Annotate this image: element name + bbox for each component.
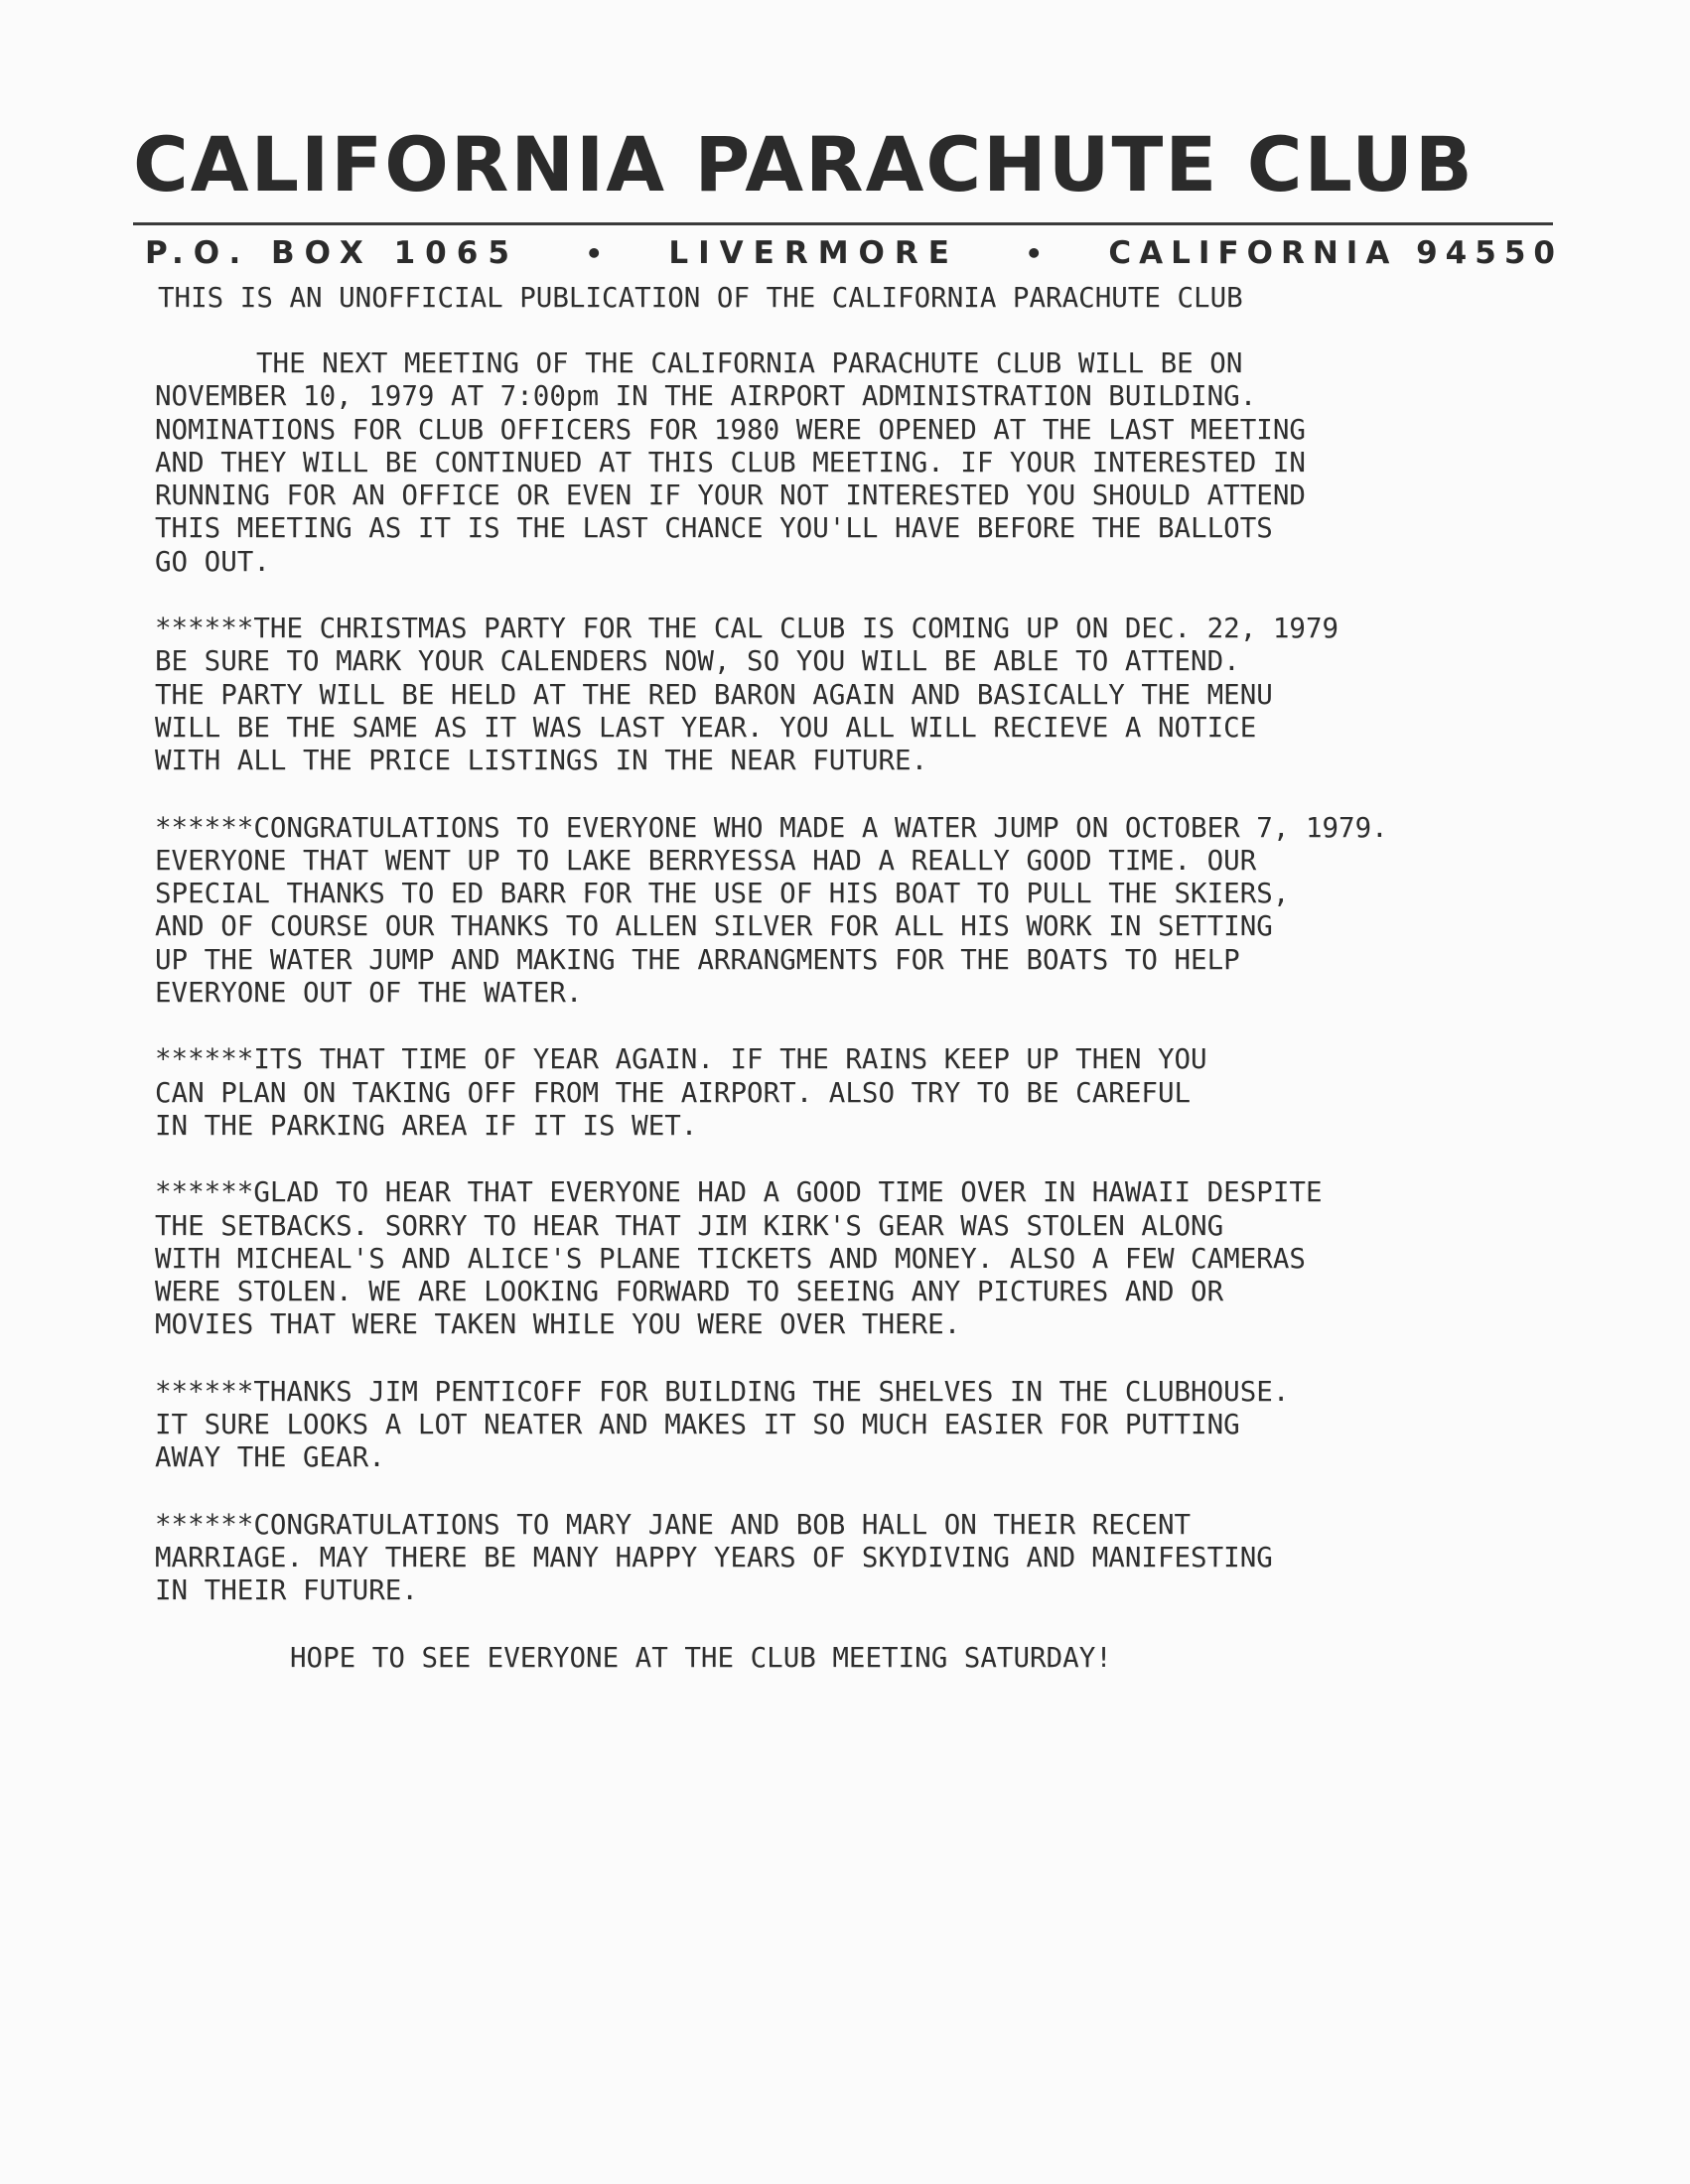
text-line: ******THANKS JIM PENTICOFF FOR BUILDING THE SHELVES IN THE CLUBHOUSE. (155, 1375, 1290, 1408)
text-line: GO OUT. (155, 545, 270, 578)
text-line: CAN PLAN ON TAKING OFF FROM THE AIRPORT. ALSO TRY TO BE CAREFUL (155, 1076, 1192, 1109)
text-line: ******CONGRATULATIONS TO EVERYONE WHO MADE A WATER JUMP ON OCTOBER 7, 1979. (155, 811, 1388, 844)
text-line: ******THE CHRISTMAS PARTY FOR THE CAL CLUB IS COMING UP ON DEC. 22, 1979 (155, 613, 1339, 645)
bullet-separator: • (1025, 236, 1044, 270)
text-line: THIS MEETING AS IT IS THE LAST CHANCE YOU'LL HAVE BEFORE THE BALLOTS (155, 512, 1273, 545)
masthead-title: CALIFORNIA PARACHUTE CLUB (133, 120, 1475, 208)
text-line: WITH ALL THE PRICE LISTINGS IN THE NEAR FUTURE. (155, 745, 928, 777)
paragraph-meeting (155, 347, 1644, 579)
text-line: AWAY THE GEAR. (155, 1441, 385, 1474)
text-line: ******CONGRATULATIONS TO MARY JANE AND BOB HALL ON THEIR RECENT (155, 1508, 1192, 1541)
text-line: THE NEXT MEETING OF THE CALIFORNIA PARACHUTE CLUB WILL BE ON (256, 347, 1243, 379)
text-line: ******GLAD TO HEAR THAT EVERYONE HAD A GOOD TIME OVER IN HAWAII DESPITE (155, 1176, 1323, 1209)
text-line: MARRIAGE. MAY THERE BE MANY HAPPY YEARS OF SKYDIVING AND MANIFESTING (155, 1541, 1273, 1573)
text-line: NOMINATIONS FOR CLUB OFFICERS FOR 1980 WERE OPENED AT THE LAST MEETING (155, 413, 1306, 446)
paragraph-rain-season (155, 1043, 1644, 1143)
text-line: RUNNING FOR AN OFFICE OR EVEN IF YOUR NOT INTERESTED YOU SHOULD ATTEND (155, 479, 1306, 512)
text-line: AND OF COURSE OUR THANKS TO ALLEN SILVER FOR ALL HIS WORK IN SETTING (155, 910, 1273, 943)
text-line: BE SURE TO MARK YOUR CALENDERS NOW, SO YOU WILL BE ABLE TO ATTEND. (155, 645, 1240, 678)
paragraph-marriage (155, 1509, 1644, 1608)
paragraph-water-jump (155, 812, 1644, 1011)
city: LIVERMORE (668, 235, 959, 271)
text-line: ******ITS THAT TIME OF YEAR AGAIN. IF THE RAINS KEEP UP THEN YOU (155, 1043, 1207, 1076)
text-line: MOVIES THAT WERE TAKEN WHILE YOU WERE OVER THERE. (155, 1308, 961, 1341)
text-line: NOVEMBER 10, 1979 AT 7:00pm IN THE AIRPORT ADMINISTRATION BUILDING. (155, 380, 1257, 413)
text-line: WITH MICHEAL'S AND ALICE'S PLANE TICKETS AND MONEY. ALSO A FEW CAMERAS (155, 1242, 1306, 1275)
paragraph-clubhouse-shelves (155, 1376, 1644, 1475)
text-line: EVERYONE THAT WENT UP TO LAKE BERRYESSA HAD A REALLY GOOD TIME. OUR (155, 844, 1257, 877)
text-line: THE PARTY WILL BE HELD AT THE RED BARON AGAIN AND BASICALLY THE MENU (155, 678, 1273, 711)
newsletter-body (155, 347, 1644, 1675)
paragraph-christmas-party (155, 613, 1644, 777)
po-box: P.O. BOX 1065 (145, 235, 519, 271)
text-line: IN THEIR FUTURE. (155, 1574, 418, 1607)
text-line: UP THE WATER JUMP AND MAKING THE ARRANGMENTS FOR THE BOATS TO HELP (155, 943, 1240, 976)
publication-tagline: THIS IS AN UNOFFICIAL PUBLICATION OF THE CALIFORNIA PARACHUTE CLUB (158, 282, 1243, 314)
masthead-address (145, 235, 1563, 271)
text-line: AND THEY WILL BE CONTINUED AT THIS CLUB MEETING. IF YOUR INTERESTED IN (155, 446, 1306, 478)
paragraph-hawaii-trip (155, 1176, 1644, 1341)
text-line: IN THE PARKING AREA IF IT IS WET. (155, 1109, 698, 1142)
text-line: THE SETBACKS. SORRY TO HEAR THAT JIM KIRK'S GEAR WAS STOLEN ALONG (155, 1209, 1224, 1242)
closing-line: HOPE TO SEE EVERYONE AT THE CLUB MEETING SATURDAY! (290, 1641, 1112, 1674)
text-line: SPECIAL THANKS TO ED BARR FOR THE USE OF HIS BOAT TO PULL THE SKIERS, (155, 878, 1290, 910)
text-line: WERE STOLEN. WE ARE LOOKING FORWARD TO SEEING ANY PICTURES AND OR (155, 1276, 1224, 1308)
text-line: EVERYONE OUT OF THE WATER. (155, 977, 583, 1010)
masthead-divider (133, 222, 1553, 225)
text-line: WILL BE THE SAME AS IT WAS LAST YEAR. YOU ALL WILL RECIEVE A NOTICE (155, 711, 1257, 744)
bullet-separator: • (585, 236, 604, 270)
text-line: IT SURE LOOKS A LOT NEATER AND MAKES IT SO MUCH EASIER FOR PUTTING (155, 1409, 1240, 1441)
state-zip: CALIFORNIA 94550 (1108, 235, 1563, 271)
